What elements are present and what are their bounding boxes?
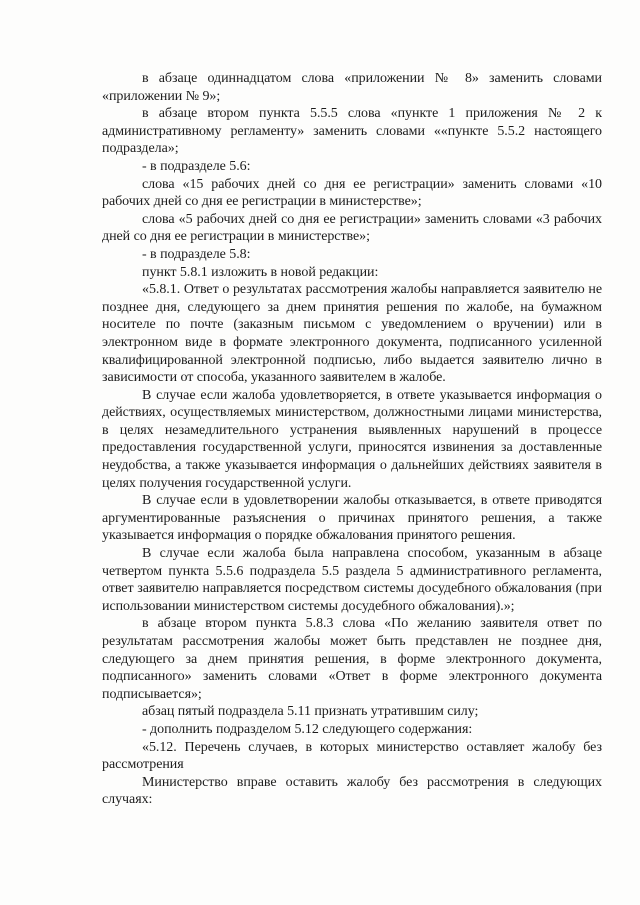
paragraph-9: В случае если жалоба удовлетворяется, в ответе указывается информация о действиях, осуществляемых министерством, должностными лицами министерства, в целях незамедлительного устранения выявленных нарушений в процессе предоставления государственной услуги, приносятся извинения за доставленные неудобства, а также указывается информация о дальнейших действиях заявителя в целях получения государственной услуги.: [102, 387, 602, 491]
paragraph-3: - в подразделе 5.6:: [142, 158, 251, 174]
paragraph-10: В случае если в удовлетворении жалобы отказывается, в ответе приводятся аргументированные разъяснения о причинах принятого решения, а также указывается информация о порядке обжалования принятого решения.: [102, 493, 602, 544]
paragraph-7: пункт 5.8.1 изложить в новой редакции:: [142, 264, 379, 280]
paragraph-1: в абзаце одиннадцатом слова «приложении № 8» заменить словами «приложении № 9»;: [102, 71, 602, 104]
paragraph-2: в абзаце втором пункта 5.5.5 слова «пункте 1 приложения № 2 к административному регламенту» заменить словами ««пункте 5.5.2 настоящего подраздела»;: [102, 106, 602, 157]
paragraph-15: «5.12. Перечень случаев, в которых министерство оставляет жалобу без рассмотрения: [102, 739, 602, 773]
paragraph-5: слова «5 рабочих дней со дня ее регистрации» заменить словами «3 рабочих дней со дня ее регистрации в министерстве»;: [102, 211, 602, 245]
paragraph-4: слова «15 рабочих дней со дня ее регистрации» заменить словами «10 рабочих дней со дня ее регистрации в министерстве»;: [102, 176, 602, 210]
paragraph-14: - дополнить подразделом 5.12 следующего содержания:: [142, 721, 473, 737]
paragraph-16: Министерство вправе оставить жалобу без рассмотрения в следующих случаях:: [102, 774, 602, 808]
paragraph-6: - в подразделе 5.8:: [142, 246, 251, 262]
paragraph-8: «5.8.1. Ответ о результатах рассмотрения жалобы направляется заявителю не позднее дня, следующего за днем принятия решения по жалобе, на бумажном носителе по почте (заказным письмом с уведомлением о вручении) или в электронном виде в формате электронного документа, подписанного усиленной квалифицированной электронной подписью, либо выдается заявителю лично в зависимости от способа, указанного заявителем в жалобе.: [102, 282, 602, 386]
paragraph-13: абзац пятый подраздела 5.11 признать утратившим силу;: [142, 704, 479, 720]
document-body: [102, 70, 602, 809]
paragraph-12: в абзаце втором пункта 5.8.3 слова «По желанию заявителя ответ по результатам рассмотрения жалобы может быть представлен не позднее дня, следующего за днем принятия решения, в форме электронного документа, подписанного» заменить словами «Ответ в форме электронного документа подписывается»;: [102, 616, 602, 702]
paragraph-11: В случае если жалоба была направлена способом, указанным в абзаце четвертом пункта 5.5.6 подраздела 5.5 раздела 5 административного регламента, ответ заявителю направляется посредством системы досудебного обжалования (при использовании министерством системы досудебного обжалования).»;: [102, 546, 602, 614]
